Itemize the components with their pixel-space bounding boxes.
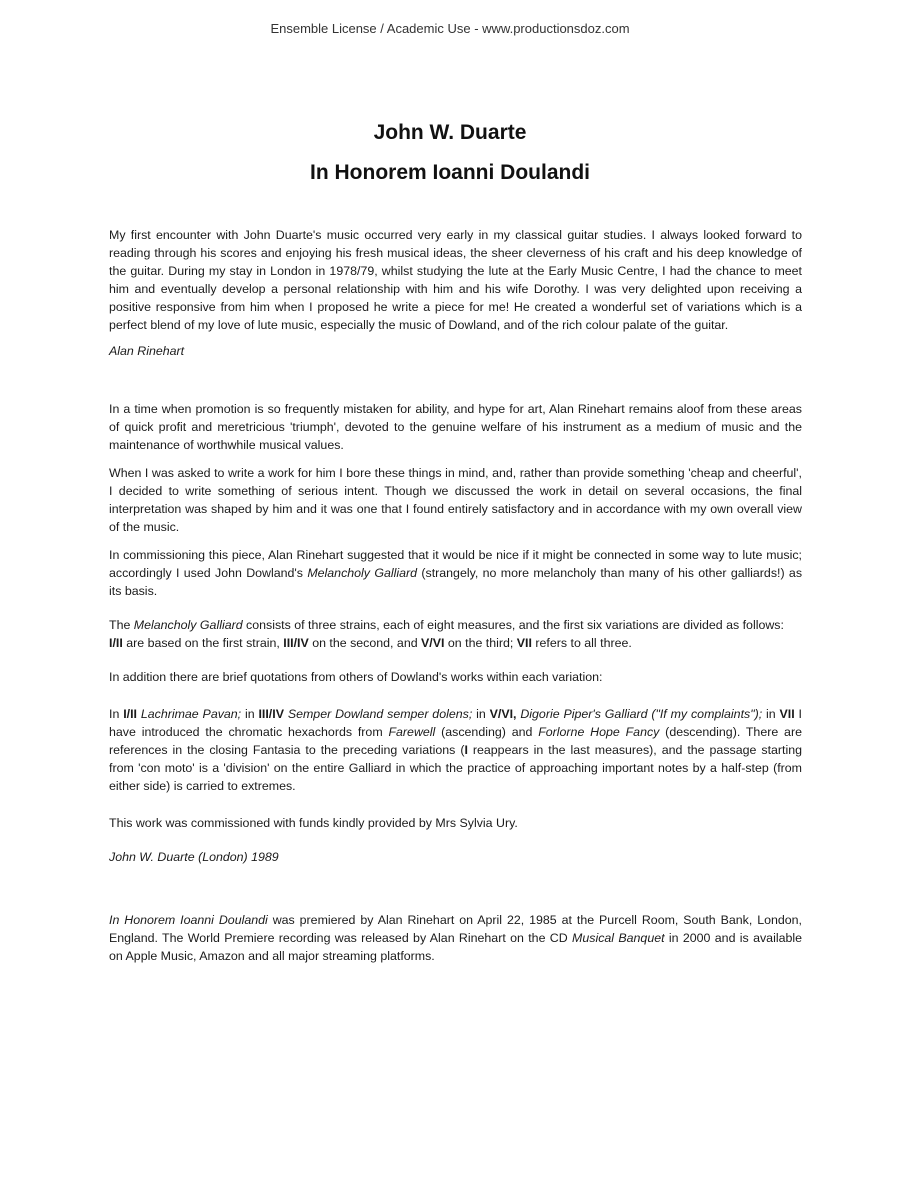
composer-title: John W. Duarte bbox=[373, 121, 527, 144]
duarte-paragraph-2: When I was asked to write a work for him I bore these things in mind, and, rather than provide something 'cheap and cheerful', I decided to write something of serious intent. Though we discussed the work in detail on several occasions, the final interpretation was shaped by him and it was one that I found entirely satisfactory and in accordance with my own overall view of the music. bbox=[109, 466, 802, 534]
duarte-paragraph-3: In commissioning this piece, Alan Rinehart suggested that it would be nice if it might be connected in some way to lute music; accordingly I used John Dowland's Melancholy Galliard (strangely, no more melancholy than many of his other galliards!) as its basis. bbox=[109, 548, 803, 598]
duarte-signature: John W. Duarte (London) 1989 bbox=[109, 850, 279, 864]
duarte-paragraph-5: In addition there are brief quotations from others of Dowland's works within each variation: bbox=[109, 670, 603, 684]
rinehart-paragraph: My first encounter with John Duarte's music occurred very early in my classical guitar studies. I always looked forward to reading through his scores and enjoying his fresh musical ideas, the sheer cleverness of his craft and his deep knowledge of the guitar. During my stay in London in 1978/79, whilst studying the lute at the Early Music Centre, I had the chance to meet him and eventually develop a personal relationship with him and his wife Dorothy. I was very delighted upon receiving a positive responsive from him when I proposed he write a piece for me! He created a wonderful set of variations which is a perfect blend of my love of lute music, especially the music of Dowland, and of the rich colour palate of the guitar. bbox=[109, 228, 802, 332]
duarte-paragraph-6: In I/II Lachrimae Pavan; in III/IV Semper Dowland semper dolens; in V/VI, Digorie Piper's Galliard ("If my complaints"); in VII I have introduced the chromatic hexachords from Farewell (ascending) and Forlorne Hope Fancy (descending). There are references in the closing Fantasia to the preceding variations (I reappears in the last measures), and the passage starting from 'con moto' is a 'division' on the entire Galliard in which the practice of approaching important notes by a half-step (from either side) is carried to extremes. bbox=[109, 707, 803, 793]
duarte-paragraph-1: In a time when promotion is so frequently mistaken for ability, and hype for art, Alan Rinehart remains aloof from these areas of quick profit and meretricious 'triumph', devoted to the genuine welfare of his instrument as a medium of music and the maintenance of worthwhile musical values. bbox=[109, 402, 802, 452]
rinehart-signature: Alan Rinehart bbox=[109, 344, 185, 358]
duarte-paragraph-7: This work was commissioned with funds kindly provided by Mrs Sylvia Ury. bbox=[109, 816, 518, 830]
license-header: Ensemble License / Academic Use - www.productionsdoz.com bbox=[270, 21, 630, 36]
work-title: In Honorem Ioanni Doulandi bbox=[310, 161, 590, 184]
program-notes bbox=[109, 226, 802, 965]
duarte-paragraph-4: The Melancholy Galliard consists of three strains, each of eight measures, and the first six variations are divided as follows: I/II are based on the first strain, III/IV on the second, and V/VI on the third; VII refers to all three. bbox=[109, 618, 784, 650]
premiere-paragraph: In Honorem Ioanni Doulandi was premiered by Alan Rinehart on April 22, 1985 at the Purcell Room, South Bank, London, England. The World Premiere recording was released by Alan Rinehart on the CD Musical Banquet in 2000 and is available on Apple Music, Amazon and all major streaming platforms. bbox=[109, 913, 803, 963]
